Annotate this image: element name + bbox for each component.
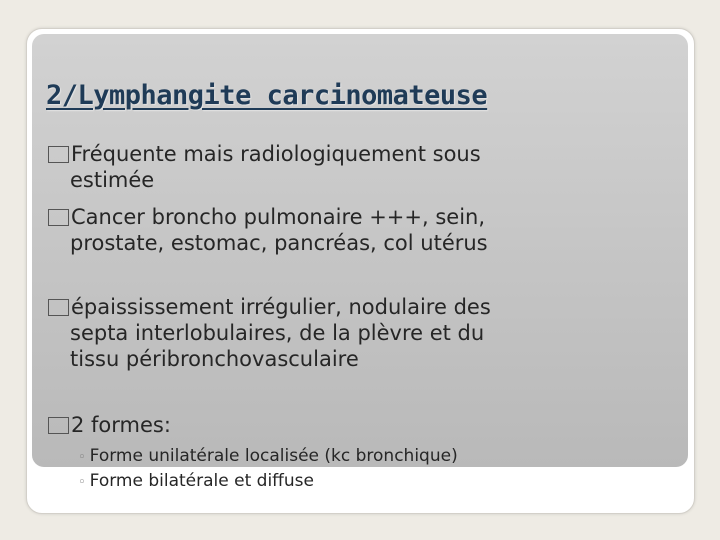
bullet-text: Cancer broncho pulmonaire +++, sein,: [71, 205, 486, 229]
bullet-square-icon: [48, 209, 69, 226]
sub-bullet-item: [78, 446, 458, 468]
bullet-text-continuation: septa interlobulaires, de la plèvre et du: [70, 321, 485, 345]
bullet-item: [48, 294, 648, 372]
bullet-item: [48, 412, 448, 438]
bullet-text: épaississement irrégulier, nodulaire des: [71, 295, 491, 319]
bullet-square-icon: [48, 417, 69, 434]
hollow-circle-bullet-icon: ◦: [78, 450, 86, 465]
bullet-item: [48, 204, 648, 256]
sub-bullet-text: Forme unilatérale localisée (kc bronchique): [89, 446, 458, 466]
slide-title: 2/Lymphangite carcinomateuse: [46, 80, 488, 111]
bullet-item: [48, 141, 608, 193]
bullet-text: Fréquente mais radiologiquement sous: [71, 142, 481, 166]
sub-bullet-item: [78, 471, 314, 493]
bullet-square-icon: [48, 146, 69, 163]
bullet-text-continuation: tissu péribronchovasculaire: [70, 347, 359, 371]
bullet-text: 2 formes:: [71, 413, 171, 437]
bullet-text-continuation: prostate, estomac, pancréas, col utérus: [70, 231, 488, 255]
bullet-text-continuation: estimée: [70, 168, 155, 192]
hollow-circle-bullet-icon: ◦: [78, 475, 86, 490]
sub-bullet-text: Forme bilatérale et diffuse: [89, 471, 314, 491]
bullet-square-icon: [48, 299, 69, 316]
